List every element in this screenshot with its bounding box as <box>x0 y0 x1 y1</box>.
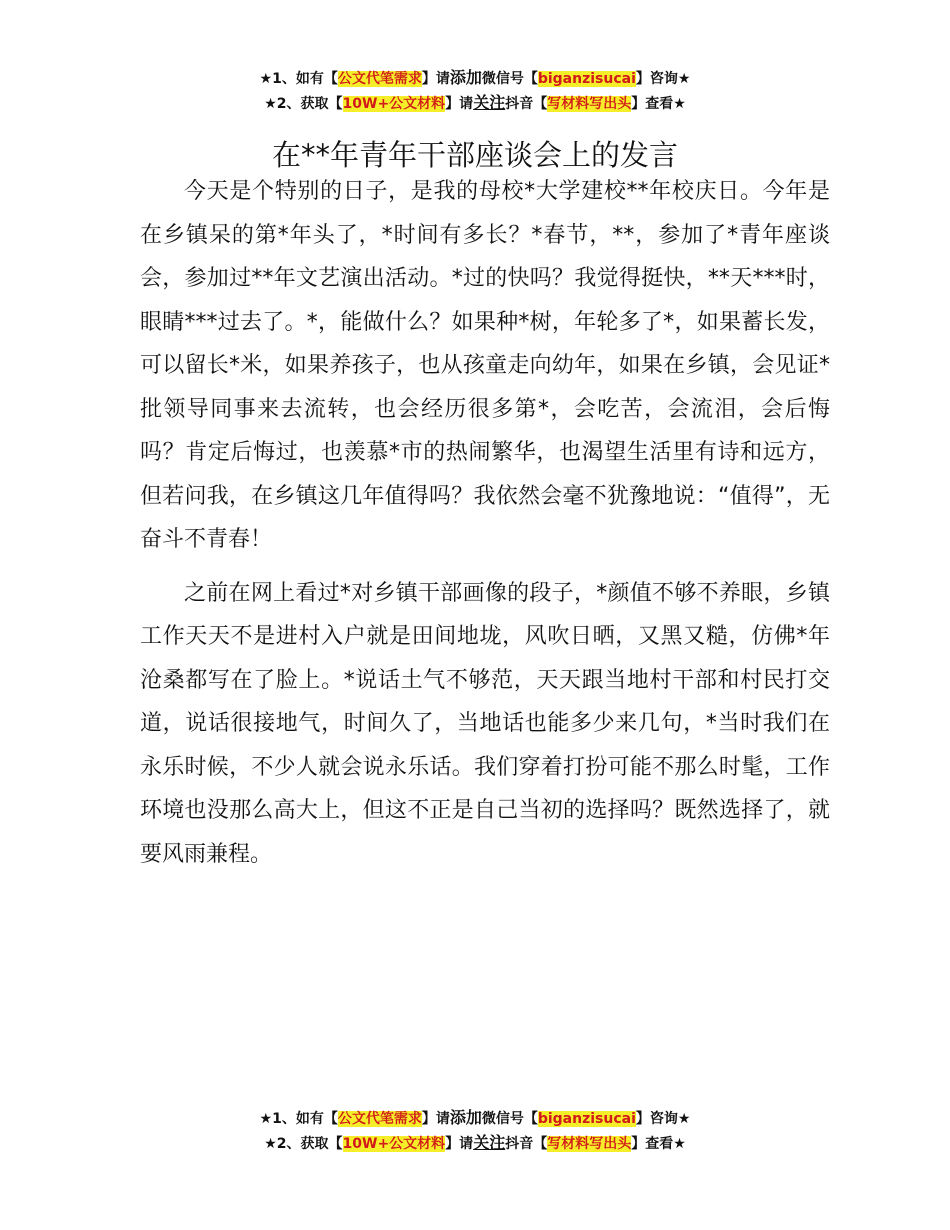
banner-text: ★2、获取【 <box>264 1136 343 1152</box>
banner-highlight: 10W+公文材料 <box>342 1136 446 1152</box>
banner-emphasis: 添加 <box>449 68 482 87</box>
banner-emphasis: 关注 <box>473 93 506 112</box>
header-banner <box>0 66 950 116</box>
banner-text: 】请 <box>421 71 450 87</box>
banner-text: 】请 <box>445 96 474 112</box>
banner-text: 】咨询★ <box>635 71 691 87</box>
banner-emphasis: 添加 <box>449 1108 482 1127</box>
banner-line-2 <box>0 1131 950 1156</box>
banner-text: 】查看★ <box>631 1136 686 1152</box>
banner-highlight: 写材料写出头 <box>547 1136 632 1152</box>
banner-text: ★1、如有【 <box>259 71 338 87</box>
banner-line-1 <box>0 66 950 91</box>
banner-line-2 <box>0 91 950 116</box>
body-paragraph: 今天是个特别的日子，是我的母校*大学建校**年校庆日。今年是在乡镇呆的第*年头了，*时间有多长？*春节，**，参加了*青年座谈会，参加过**年文艺演出活动。*过的快吗？我觉得挺快，**天***时，眼睛***过去了。*，能做什么？如果种*树，年轮多了*，如果蓄长发，可以留长*米，如果养孩子，也从孩童走向幼年，如果在乡镇，会见证*批领导同事来去流转，也会经历很多第*，会吃苦，会流泪，会后悔吗？肯定后悔过，也羡慕*市的热闹繁华，也渴望生活里有诗和远方，但若问我，在乡镇这几年值得吗？我依然会毫不犹豫地说：“值得”，无奋斗不青春！ <box>140 179 830 552</box>
banner-highlight: 写材料写出头 <box>547 96 632 112</box>
body-paragraph: 之前在网上看过*对乡镇干部画像的段子，*颜值不够不养眼，乡镇工作天天不是进村入户就是田间地垅，风吹日晒，又黑又糙，仿佛*年沧桑都写在了脸上。*说话土气不够范，天天跟当地村干部和村民打交道，说话很接地气，时间久了，当地话也能多少来几句，*当时我们在永乐时候，不少人就会说永乐话。我们穿着打扮可能不那么时髦，工作环境也没那么高大上，但这不正是自己当初的选择吗？既然选择了，就要风雨兼程。 <box>140 580 830 867</box>
banner-text: 】查看★ <box>631 96 686 112</box>
banner-text: 微信号【 <box>481 71 538 87</box>
footer-banner <box>0 1106 950 1156</box>
banner-emphasis: 关注 <box>473 1133 506 1152</box>
banner-line-1 <box>0 1106 950 1131</box>
banner-highlight: 公文代笔需求 <box>337 1111 422 1127</box>
banner-text: 抖音【 <box>505 1136 548 1152</box>
banner-text: ★1、如有【 <box>259 1111 338 1127</box>
banner-text: ★2、获取【 <box>264 96 343 112</box>
banner-text: 】请 <box>421 1111 450 1127</box>
banner-text: 抖音【 <box>505 96 548 112</box>
banner-text: 】请 <box>445 1136 474 1152</box>
document-body <box>140 170 830 886</box>
banner-text: 微信号【 <box>481 1111 538 1127</box>
banner-text: 】咨询★ <box>635 1111 691 1127</box>
banner-highlight: 10W+公文材料 <box>342 96 446 112</box>
banner-highlight: 公文代笔需求 <box>337 71 422 87</box>
banner-highlight: biganzisucai <box>537 71 636 87</box>
document-title: 在**年青年干部座谈会上的发言 <box>271 138 678 173</box>
banner-highlight: biganzisucai <box>537 1111 636 1127</box>
